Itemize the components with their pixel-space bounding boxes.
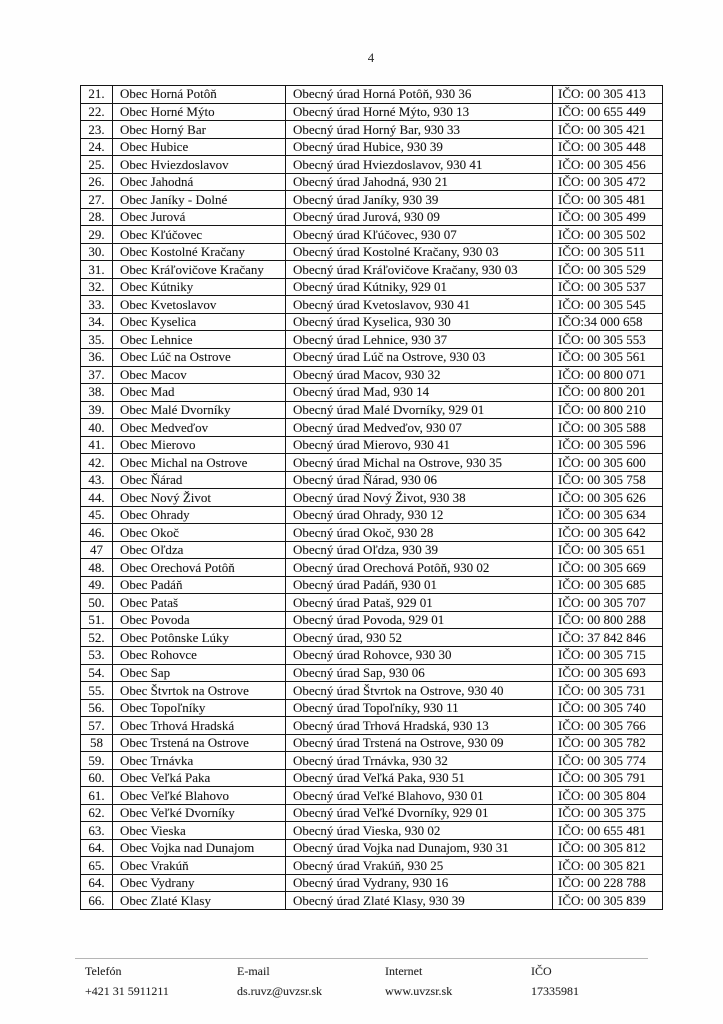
municipality-name: Obec Vydrany [113,874,286,892]
table-row [81,664,663,682]
municipality-name: Obec Horný Bar [113,121,286,139]
footer-value-telefon: +421 31 5911211 [85,984,169,998]
row-number: 33. [81,296,113,314]
ico-value: IČO: 00 305 669 [553,559,663,577]
ico-value: IČO: 00 305 481 [553,191,663,209]
ico-value: IČO: 00 655 449 [553,103,663,121]
municipality-name: Obec Malé Dvorníky [113,401,286,419]
municipality-name: Obec Jurová [113,208,286,226]
municipality-name: Obec Hubice [113,138,286,156]
municipality-name: Obec Ohrady [113,506,286,524]
table-row [81,348,663,366]
municipality-name: Obec Vieska [113,822,286,840]
municipality-name: Obec Nový Život [113,489,286,507]
office-address: Obecný úrad Topoľníky, 930 11 [286,699,553,717]
row-number: 57. [81,717,113,735]
footer-divider [75,958,648,959]
row-number: 47 [81,541,113,559]
ico-value: IČO: 00 305 537 [553,278,663,296]
municipality-table-body [81,86,663,910]
ico-value: IČO: 00 305 553 [553,331,663,349]
table-row [81,506,663,524]
ico-value: IČO: 00 305 774 [553,752,663,770]
office-address: Obecný úrad Lúč na Ostrove, 930 03 [286,348,553,366]
footer-label-email: E-mail [237,964,270,978]
table-row [81,892,663,910]
municipality-name: Obec Veľké Blahovo [113,787,286,805]
ico-value: IČO: 00 305 758 [553,471,663,489]
ico-value: IČO: 00 305 502 [553,226,663,244]
municipality-name: Obec Povoda [113,611,286,629]
ico-value: IČO: 00 305 472 [553,173,663,191]
row-number: 28. [81,208,113,226]
office-address: Obecný úrad Oľdza, 930 39 [286,541,553,559]
row-number: 34. [81,313,113,331]
table-row [81,436,663,454]
row-number: 59. [81,752,113,770]
row-number: 40. [81,419,113,437]
table-row [81,576,663,594]
municipality-name: Obec Lehnice [113,331,286,349]
table-row [81,769,663,787]
office-address: Obecný úrad Veľké Dvorníky, 929 01 [286,804,553,822]
municipality-name: Obec Oľdza [113,541,286,559]
office-address: Obecný úrad Vydrany, 930 16 [286,874,553,892]
ico-value: IČO: 00 800 201 [553,384,663,402]
row-number: 54. [81,664,113,682]
office-address: Obecný úrad Kľúčovec, 930 07 [286,226,553,244]
row-number: 64. [81,839,113,857]
ico-value: IČO: 00 305 499 [553,208,663,226]
row-number: 51. [81,611,113,629]
ico-value: IČO: 00 305 375 [553,804,663,822]
table-row [81,296,663,314]
ico-value: IČO: 00 305 588 [553,419,663,437]
ico-value: IČO: 00 305 448 [553,138,663,156]
office-address: Obecný úrad Jurová, 930 09 [286,208,553,226]
office-address: Obecný úrad Trstená na Ostrove, 930 09 [286,734,553,752]
office-address: Obecný úrad Horná Potôň, 930 36 [286,86,553,104]
office-address: Obecný úrad Pataš, 929 01 [286,594,553,612]
office-address: Obecný úrad Macov, 930 32 [286,366,553,384]
row-number: 46. [81,524,113,542]
ico-value: IČO: 00 305 821 [553,857,663,875]
table-row [81,208,663,226]
ico-value: IČO: 00 800 288 [553,611,663,629]
row-number: 30. [81,243,113,261]
table-row [81,524,663,542]
table-row [81,313,663,331]
row-number: 38. [81,384,113,402]
row-number: 63. [81,822,113,840]
ico-value: IČO: 00 305 740 [553,699,663,717]
row-number: 50. [81,594,113,612]
row-number: 61. [81,787,113,805]
table-row [81,173,663,191]
row-number: 60. [81,769,113,787]
office-address: Obecný úrad Kvetoslavov, 930 41 [286,296,553,314]
ico-value: IČO: 00 655 481 [553,822,663,840]
table-row [81,261,663,279]
ico-value: IČO: 00 305 804 [553,787,663,805]
office-address: Obecný úrad Jahodná, 930 21 [286,173,553,191]
municipality-name: Obec Orechová Potôň [113,559,286,577]
office-address: Obecný úrad Kráľovičove Kračany, 930 03 [286,261,553,279]
municipality-name: Obec Vrakúň [113,857,286,875]
row-number: 45. [81,506,113,524]
footer-value-email: ds.ruvz@uvzsr.sk [237,984,323,998]
table-row [81,874,663,892]
table-row [81,839,663,857]
ico-value: IČO: 00 305 812 [553,839,663,857]
row-number: 26. [81,173,113,191]
table-row [81,331,663,349]
table-row [81,278,663,296]
row-number: 27. [81,191,113,209]
ico-value: IČO: 00 305 693 [553,664,663,682]
row-number: 65. [81,857,113,875]
municipality-name: Obec Veľká Paka [113,769,286,787]
municipality-name: Obec Topoľníky [113,699,286,717]
municipality-table [80,85,663,910]
municipality-name: Obec Zlaté Klasy [113,892,286,910]
row-number: 49. [81,576,113,594]
municipality-name: Obec Macov [113,366,286,384]
office-address: Obecný úrad Ňárad, 930 06 [286,471,553,489]
table-row [81,471,663,489]
footer-col-ico [531,964,651,999]
office-address: Obecný úrad Janíky, 930 39 [286,191,553,209]
ico-value: IČO: 00 305 651 [553,541,663,559]
municipality-name: Obec Trhová Hradská [113,717,286,735]
row-number: 53. [81,647,113,665]
ico-value: IČO: 00 305 642 [553,524,663,542]
municipality-name: Obec Kráľovičove Kračany [113,261,286,279]
office-address: Obecný úrad Veľké Blahovo, 930 01 [286,787,553,805]
office-address: Obecný úrad Zlaté Klasy, 930 39 [286,892,553,910]
page-number: 4 [367,50,375,65]
ico-value: IČO: 00 305 685 [553,576,663,594]
table-row [81,401,663,419]
municipality-name: Obec Horná Potôň [113,86,286,104]
row-number: 48. [81,559,113,577]
municipality-name: Obec Štvrtok na Ostrove [113,682,286,700]
row-number: 36. [81,348,113,366]
office-address: Obecný úrad Padáň, 930 01 [286,576,553,594]
row-number: 24. [81,138,113,156]
office-address: Obecný úrad Kostolné Kračany, 930 03 [286,243,553,261]
municipality-name: Obec Rohovce [113,647,286,665]
office-address: Obecný úrad Ohrady, 930 12 [286,506,553,524]
table-row [81,366,663,384]
municipality-name: Obec Medveďov [113,419,286,437]
office-address: Obecný úrad Nový Život, 930 38 [286,489,553,507]
municipality-name: Obec Horné Mýto [113,103,286,121]
row-number: 39. [81,401,113,419]
office-address: Obecný úrad Hubice, 930 39 [286,138,553,156]
municipality-name: Obec Michal na Ostrove [113,454,286,472]
office-address: Obecný úrad Vrakúň, 930 25 [286,857,553,875]
office-address: Obecný úrad Lehnice, 930 37 [286,331,553,349]
table-row [81,419,663,437]
office-address: Obecný úrad Trhová Hradská, 930 13 [286,717,553,735]
municipality-name: Obec Ňárad [113,471,286,489]
table-row [81,857,663,875]
municipality-name: Obec Sap [113,664,286,682]
municipality-name: Obec Trnávka [113,752,286,770]
row-number: 52. [81,629,113,647]
municipality-name: Obec Trstená na Ostrove [113,734,286,752]
row-number: 29. [81,226,113,244]
ico-value: IČO: 00 305 529 [553,261,663,279]
table-row [81,611,663,629]
office-address: Obecný úrad Vieska, 930 02 [286,822,553,840]
table-row [81,489,663,507]
municipality-name: Obec Jahodná [113,173,286,191]
footer-label-telefon: Telefón [85,964,122,978]
municipality-name: Obec Padáň [113,576,286,594]
municipality-name: Obec Janíky - Dolné [113,191,286,209]
municipality-name: Obec Mierovo [113,436,286,454]
ico-value: IČO: 00 305 731 [553,682,663,700]
row-number: 44. [81,489,113,507]
municipality-name: Obec Kyselica [113,313,286,331]
office-address: Obecný úrad Medveďov, 930 07 [286,419,553,437]
municipality-name: Obec Kútniky [113,278,286,296]
municipality-name: Obec Kľúčovec [113,226,286,244]
ico-value: IČO: 00 305 561 [553,348,663,366]
row-number: 66. [81,892,113,910]
table-row [81,138,663,156]
ico-value: IČO: 00 305 511 [553,243,663,261]
ico-value: IČO: 00 305 766 [553,717,663,735]
row-number: 22. [81,103,113,121]
footer-value-internet: www.uvzsr.sk [385,984,453,998]
ico-value: IČO: 00 305 839 [553,892,663,910]
office-address: Obecný úrad Vojka nad Dunajom, 930 31 [286,839,553,857]
ico-value: IČO: 00 305 634 [553,506,663,524]
row-number: 25. [81,156,113,174]
ico-value: IČO: 00 305 782 [553,734,663,752]
office-address: Obecný úrad, 930 52 [286,629,553,647]
office-address: Obecný úrad Mierovo, 930 41 [286,436,553,454]
office-address: Obecný úrad Povoda, 929 01 [286,611,553,629]
ico-value: IČO: 00 305 791 [553,769,663,787]
table-row [81,647,663,665]
table-row [81,594,663,612]
table-row [81,156,663,174]
office-address: Obecný úrad Sap, 930 06 [286,664,553,682]
office-address: Obecný úrad Kyselica, 930 30 [286,313,553,331]
municipality-name: Obec Kvetoslavov [113,296,286,314]
municipality-name: Obec Potônske Lúky [113,629,286,647]
footer [85,964,665,999]
office-address: Obecný úrad Štvrtok na Ostrove, 930 40 [286,682,553,700]
footer-value-ico: 17335981 [531,984,579,998]
ico-value: IČO: 00 305 456 [553,156,663,174]
row-number: 41. [81,436,113,454]
ico-value: IČO: 00 305 707 [553,594,663,612]
row-number: 62. [81,804,113,822]
row-number: 32. [81,278,113,296]
municipality-name: Obec Pataš [113,594,286,612]
footer-label-internet: Internet [385,964,423,978]
table-row [81,734,663,752]
municipality-name: Obec Lúč na Ostrove [113,348,286,366]
ico-value: IČO: 00 305 413 [553,86,663,104]
office-address: Obecný úrad Horný Bar, 930 33 [286,121,553,139]
ico-value: IČO: 00 800 210 [553,401,663,419]
footer-col-email [237,964,385,999]
office-address: Obecný úrad Michal na Ostrove, 930 35 [286,454,553,472]
table-row [81,103,663,121]
ico-value: IČO:34 000 658 [553,313,663,331]
municipality-name: Obec Veľké Dvorníky [113,804,286,822]
table-row [81,629,663,647]
office-address: Obecný úrad Malé Dvorníky, 929 01 [286,401,553,419]
table-row [81,787,663,805]
office-address: Obecný úrad Okoč, 930 28 [286,524,553,542]
table-row [81,454,663,472]
table-row [81,86,663,104]
table-row [81,191,663,209]
row-number: 43. [81,471,113,489]
municipality-name: Obec Hviezdoslavov [113,156,286,174]
office-address: Obecný úrad Horné Mýto, 930 13 [286,103,553,121]
row-number: 56. [81,699,113,717]
row-number: 31. [81,261,113,279]
ico-value: IČO: 00 228 788 [553,874,663,892]
row-number: 21. [81,86,113,104]
row-number: 35. [81,331,113,349]
municipality-name: Obec Okoč [113,524,286,542]
table-row [81,541,663,559]
ico-value: IČO: 00 305 715 [553,647,663,665]
office-address: Obecný úrad Veľká Paka, 930 51 [286,769,553,787]
office-address: Obecný úrad Trnávka, 930 32 [286,752,553,770]
row-number: 64. [81,874,113,892]
table-row [81,699,663,717]
ico-value: IČO: 00 305 626 [553,489,663,507]
municipality-name: Obec Kostolné Kračany [113,243,286,261]
ico-value: IČO: 00 305 545 [553,296,663,314]
office-address: Obecný úrad Hviezdoslavov, 930 41 [286,156,553,174]
table-row [81,559,663,577]
municipality-name: Obec Mad [113,384,286,402]
footer-label-ico: IČO [531,964,552,978]
row-number: 58 [81,734,113,752]
ico-value: IČO: 00 800 071 [553,366,663,384]
table-row [81,384,663,402]
ico-value: IČO: 37 842 846 [553,629,663,647]
row-number: 37. [81,366,113,384]
row-number: 42. [81,454,113,472]
table-row [81,717,663,735]
office-address: Obecný úrad Orechová Potôň, 930 02 [286,559,553,577]
table-row [81,682,663,700]
ico-value: IČO: 00 305 421 [553,121,663,139]
row-number: 55. [81,682,113,700]
office-address: Obecný úrad Kútniky, 929 01 [286,278,553,296]
office-address: Obecný úrad Rohovce, 930 30 [286,647,553,665]
ico-value: IČO: 00 305 600 [553,454,663,472]
table-row [81,752,663,770]
ico-value: IČO: 00 305 596 [553,436,663,454]
table-row [81,121,663,139]
table-row [81,822,663,840]
footer-col-internet [385,964,531,999]
row-number: 23. [81,121,113,139]
table-row [81,804,663,822]
municipality-name: Obec Vojka nad Dunajom [113,839,286,857]
office-address: Obecný úrad Mad, 930 14 [286,384,553,402]
table-row [81,226,663,244]
footer-col-telefon [85,964,237,999]
table-row [81,243,663,261]
